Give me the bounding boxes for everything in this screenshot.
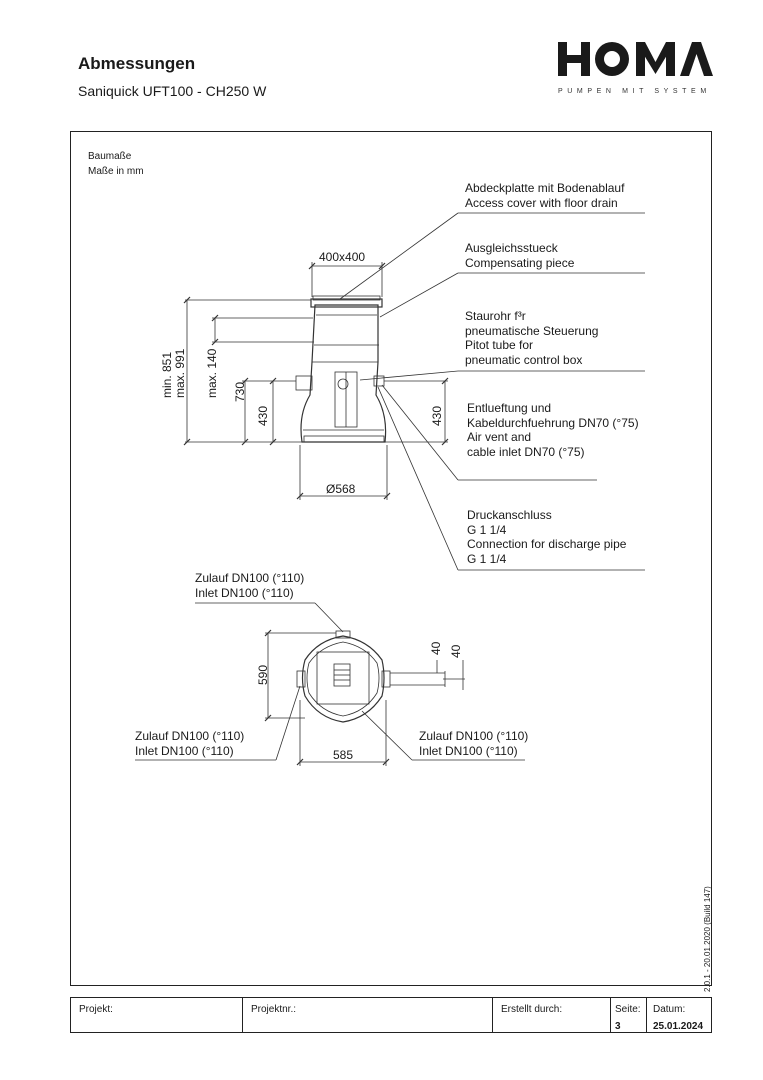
label-cover <box>465 181 624 210</box>
label-cover-de: Abdeckplatte mit Bodenablauf <box>465 181 625 195</box>
dim-max-comp: max. 140 <box>205 348 219 398</box>
label-discharge <box>467 508 626 566</box>
page-subtitle: Saniquick UFT100 - CH250 W <box>78 83 267 99</box>
dim-730: 730 <box>233 381 247 402</box>
label-inlet-left-de: Zulauf DN100 (°110) <box>135 729 245 743</box>
footer-datum <box>647 998 711 1032</box>
dim-590: 590 <box>256 664 270 685</box>
label-vent-3: Air vent and <box>467 430 532 444</box>
build-info: 2.0.1 - 20.01.2020 (Build 147) <box>703 886 712 992</box>
label-inlet-right <box>419 729 528 758</box>
footer-projekt-label: Projekt: <box>79 1004 113 1015</box>
label-vent <box>467 401 639 459</box>
label-inlet-right-en: Inlet DN100 (°110) <box>419 743 518 758</box>
label-vent-2: Kabeldurchfuehrung DN70 (°75) <box>467 415 639 430</box>
footer-erstellt-label: Erstellt durch: <box>501 1004 563 1015</box>
label-cover-en: Access cover with floor drain <box>465 195 618 210</box>
footer-datum-label: Datum: <box>653 1004 686 1015</box>
label-inlet-left <box>135 729 244 758</box>
label-comp-de: Ausgleichsstueck <box>465 241 558 255</box>
footer-seite-value: 3 <box>615 1021 621 1032</box>
label-pitot-3: Pitot tube for <box>465 338 534 352</box>
dim-top-width: 400x400 <box>319 250 366 264</box>
note-baumasse: Baumaße <box>88 151 132 162</box>
label-inlet-left-en: Inlet DN100 (°110) <box>135 743 234 758</box>
footer-seite <box>611 998 647 1032</box>
page-title: Abmessungen <box>78 54 196 73</box>
label-pitot-2: pneumatische Steuerung <box>465 323 599 338</box>
label-inlet-right-de: Zulauf DN100 (°110) <box>419 729 529 743</box>
label-press-4: G 1 1/4 <box>467 551 507 566</box>
label-press-2: G 1 1/4 <box>467 522 507 537</box>
footer-projekt <box>71 998 243 1032</box>
footer-title-block <box>70 997 712 1033</box>
label-compensating <box>465 241 574 270</box>
label-inlet-top <box>195 571 304 600</box>
footer-datum-value: 25.01.2024 <box>653 1021 704 1032</box>
label-press-3: Connection for discharge pipe <box>467 537 627 551</box>
dim-430-left: 430 <box>256 405 270 426</box>
label-press-1: Druckanschluss <box>467 508 552 522</box>
footer-erstellt <box>493 998 611 1032</box>
dim-430-right: 430 <box>430 405 444 426</box>
label-inlet-top-en: Inlet DN100 (°110) <box>195 585 294 600</box>
label-pitot <box>465 309 598 367</box>
label-vent-4: cable inlet DN70 (°75) <box>467 444 585 459</box>
label-inlet-top-de: Zulauf DN100 (°110) <box>195 571 305 585</box>
label-comp-en: Compensating piece <box>465 255 575 270</box>
dim-min-height: min. 851 <box>160 351 174 398</box>
dim-max-height: max. 991 <box>173 348 187 398</box>
dim-diameter: Ø568 <box>326 482 356 496</box>
dim-40b: 40 <box>449 644 463 658</box>
footer-seite-label: Seite: <box>615 1004 641 1015</box>
dim-40a: 40 <box>429 641 443 655</box>
footer-projektnr <box>243 998 493 1032</box>
logo-tagline: PUMPEN MIT SYSTEM <box>558 88 711 95</box>
label-pitot-4: pneumatic control box <box>465 352 583 367</box>
label-vent-1: Entlueftung und <box>467 401 552 415</box>
dim-585: 585 <box>333 748 354 762</box>
footer-projektnr-label: Projektnr.: <box>251 1004 297 1015</box>
note-units: Maße in mm <box>88 166 144 177</box>
label-pitot-1: Staurohr f³r <box>465 309 526 323</box>
